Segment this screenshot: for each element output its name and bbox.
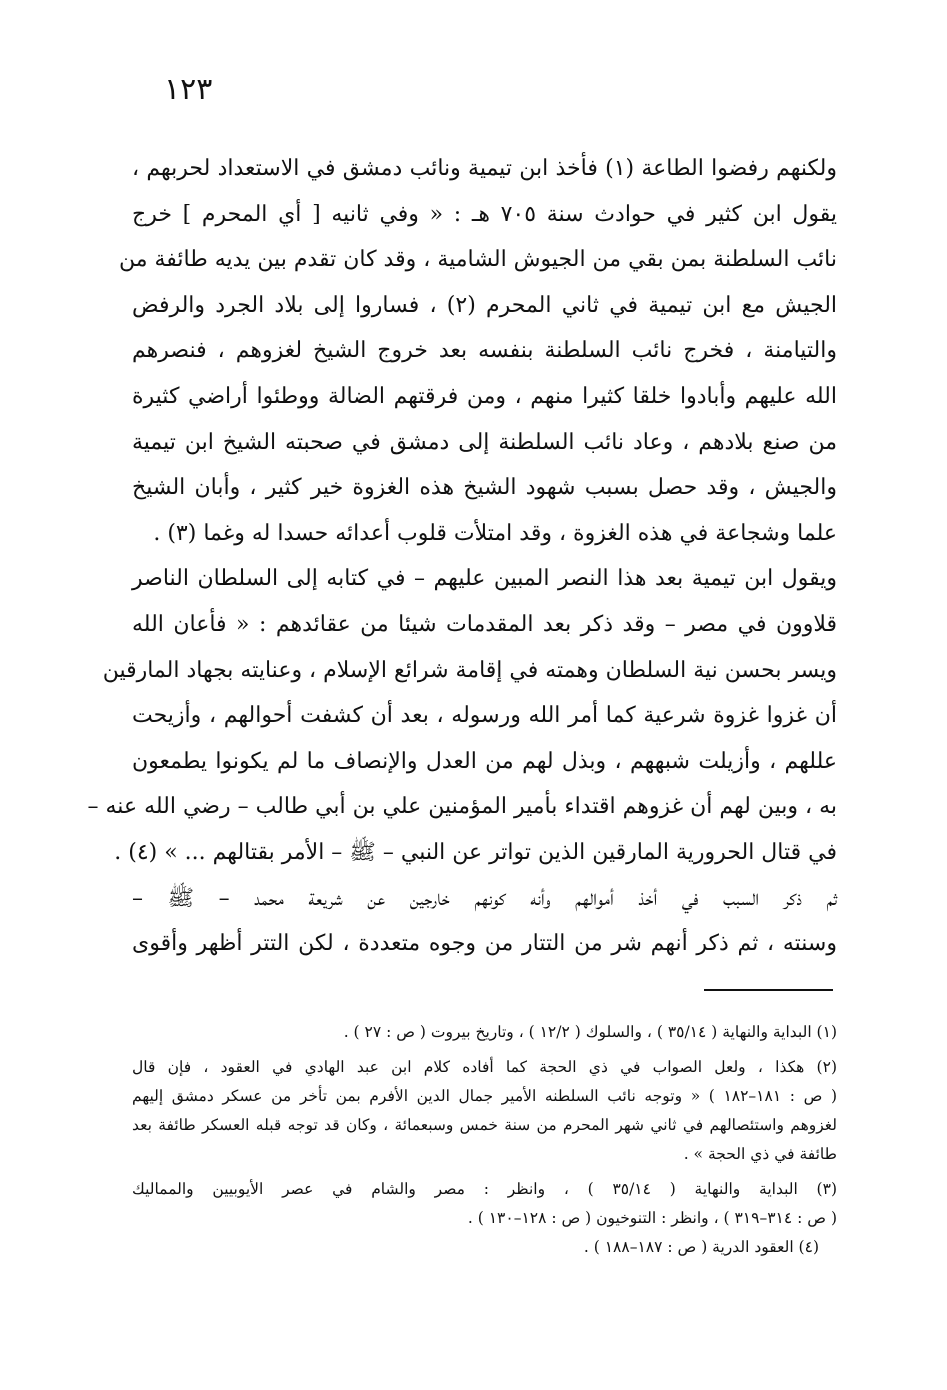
text-line: في قتال الحرورية المارقين الذين تواتر عن النبي – ﷺ – الأمر بقتالهم ... » (٤) . (114, 839, 837, 865)
text-line: عللهم ، وأزيلت شبههم ، وبذل لهم من العدل والإنصاف ما لم يكونوا يطمعون (132, 748, 837, 774)
text-line: علما وشجاعة في هذه الغزوة ، وقد امتلأت قلوب أعدائه حسدا له وغما (٣) . (153, 520, 837, 546)
footnote-2-line: طائفة في ذي الحجة » . (683, 1145, 837, 1163)
text-line: والجيش ، وقد حصل بسبب شهود الشيخ هذه الغزوة خير كثير ، وأبان الشيخ (132, 475, 837, 501)
footnote-3: (٣) البداية والنهاية ( ٣٥/١٤ ) ، وانظر : مصر والشام في عصر الأيوبيين والمماليك (132, 1180, 837, 1198)
text-line: به ، وبين لهم أن غزوهم اقتداء بأمير المؤمنين علي بن أبي طالب – رضي الله عنه – (87, 794, 837, 820)
text-line: وسنته ، ثم ذكر أنهم شر من التتار من وجوه متعددة ، لكن التتر أظهر وأقوى (132, 931, 837, 957)
text-line: من صنع بلادهم ، وعاد نائب السلطنة إلى دمشق في صحبته الشيخ ابن تيمية (132, 429, 837, 455)
text-line: قلاوون في مصر – وقد ذكر بعد المقدمات شيئا من عقائدهم : « فأعان الله (132, 611, 837, 637)
text-line: ويقول ابن تيمية بعد هذا النصر المبين عليهم – في كتابه إلى السلطان الناصر (132, 566, 837, 592)
footnote-2-line: لغزوهم واستئصالهم في ثاني شهر المحرم من سنة خمس وسبعمائة ، وكان قد توجه قبله العسكر طائفة بعد (132, 1116, 837, 1134)
text-line: الله عليهم وأبادوا خلقا كثيرا منهم ، ومن فرقتهم الضالة ووطئوا أراضي كثيرة (132, 383, 837, 409)
footnote-4: (٤) العقود الدرية ( ص : ١٨٧–١٨٨ ) . (583, 1238, 819, 1256)
footnote-2-line: ( ص : ١٨١–١٨٢ ) « وتوجه نائب السلطنه الأمير جمال الدين الأفرم بمن تأخر من عسكر دمشق إليهم (132, 1087, 837, 1105)
text-line: والتيامنة ، فخرج نائب السلطنة بنفسه بعد خروج الشيخ لغزوهم ، فنصرهم (132, 338, 837, 364)
main-text (87, 146, 838, 967)
footnote-2: (٢) هكذا ، ولعل الصواب في ذي الحجة كما أفاده كلام ابن عبد الهادي في العقود ، فإن قال (132, 1058, 837, 1076)
text-line: ولكنهم رفضوا الطاعة (١) فأخذ ابن تيمية ونائب دمشق في الاستعداد لحربهم ، (132, 156, 837, 181)
text-line: الجيش مع ابن تيمية في ثاني المحرم (٢) ، فساروا إلى بلاد الجرد والرفض (132, 292, 838, 318)
text-line: نائب السلطنة بمن بقي من الجيوش الشامية ، وقد كان تقدم بين يديه طائفة من (118, 247, 837, 273)
footnote-1: (١) البداية والنهاية ( ٣٥/١٤ ) ، والسلوك ( ١٢/٢ ) ، وتاريخ بيروت ( ص : ٢٧ ) . (343, 1023, 837, 1041)
text-line: يقول ابن كثير في حوادث سنة ٧٠٥ هـ : « وفي ثانيه [ أي المحرم ] خرج (132, 201, 837, 227)
text-line: ويسر بحسن نية السلطان وهمته في إقامة شرائع الإسلام ، وعنايته بجهاد المارقين (102, 657, 837, 683)
footnotes (132, 1018, 837, 1262)
page-number: ١٢٣ (164, 72, 213, 107)
text-line: ثم ذكر السبب في أخذ أموالهم وأنه كونهم خارجين عن شريعة محمد – ﷺ – (132, 885, 837, 911)
footnote-3-line: ( ص : ٣١٤–٣١٩ ) ، وانظر : التنوخيون ( ص : ١٢٨–١٣٠ ) . (467, 1209, 837, 1227)
text-line: أن غزوا غزوة شرعية كما أمر الله ورسوله ، بعد أن كشفت أحوالهم ، وأزيحت (132, 703, 837, 729)
footnote-divider (704, 989, 833, 991)
